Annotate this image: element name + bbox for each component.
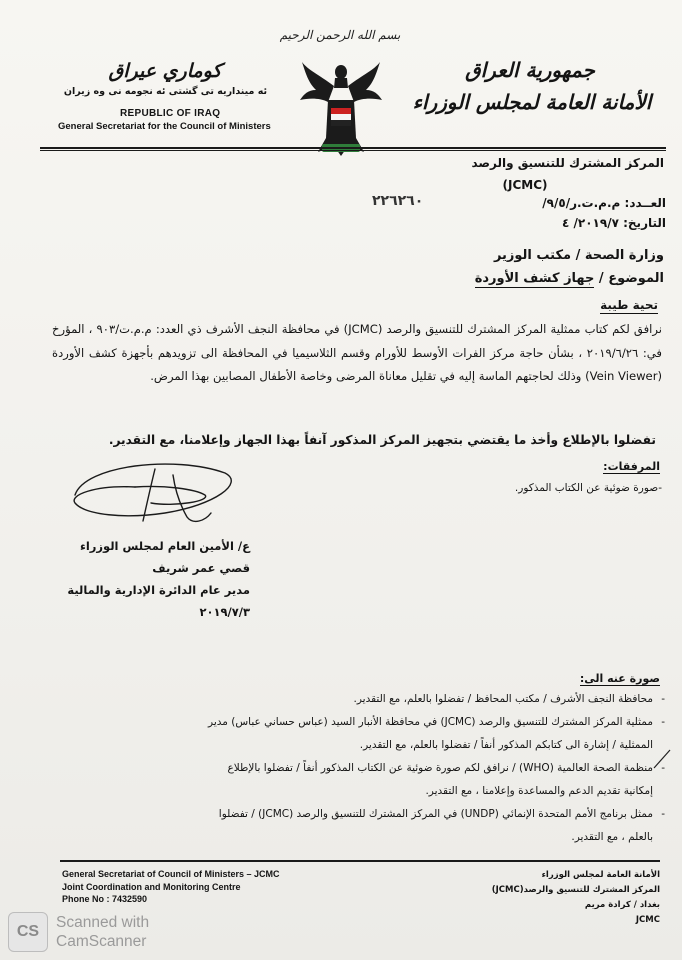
department-name: المركز المشترك للتنسيق والرصد: [471, 156, 664, 170]
handwritten-signature: [55, 455, 245, 535]
department-abbr: (JCMC): [502, 178, 548, 192]
watermark-line-2: CamScanner: [56, 933, 147, 950]
subject-label: الموضوع /: [598, 271, 664, 286]
watermark-line-1: Scanned with: [56, 914, 150, 931]
list-item-continuation: الممثلية / إشارة الى كتابكم المذكور أنفاً / تفضلوا بالعلم، مع التقدير.: [359, 739, 653, 751]
header-left-arabic: كوماري عيراق: [108, 60, 222, 82]
subject-value: جهاز كشف الأوردة: [474, 271, 595, 286]
signatory-block: [60, 535, 250, 623]
footer-en-line-2: Joint Coordination and Monitoring Centre: [62, 881, 241, 892]
header-secretariat-label: General Secretariat for the Council of Ministers: [58, 121, 271, 132]
list-item-continuation: بالعلم ، مع التقدير.: [571, 831, 653, 843]
header-divider-thin: [40, 150, 666, 151]
signatory-position: مدير عام الدائرة الإدارية والمالية: [67, 583, 250, 597]
list-item: - منظمة الصحة العالمية (WHO) / نرافق لكم صورة ضوئية عن الكتاب المذكور أنفاً / تفضلوا بالإطلاع: [45, 757, 665, 780]
list-item: - ممثلية المركز المشترك للتنسيق والرصد (JCMC) في محافظة الأنبار السيد (عباس حساني عباس) مدير: [45, 711, 665, 734]
footer-ar-line-3: بغداد / كرادة مريم: [584, 900, 660, 910]
footer-english: [62, 868, 322, 906]
attachment-item: -صورة ضوئية عن الكتاب المذكور.: [514, 482, 662, 494]
camscanner-logo-icon: CS: [8, 912, 48, 952]
attachment-item-text: صورة ضوئية عن الكتاب المذكور.: [514, 482, 659, 494]
header-right-line-1: جمهورية العراق: [465, 58, 595, 82]
header-right-line-2: الأمانة العامة لمجلس الوزراء: [412, 90, 652, 114]
addressee: وزارة الصحة / مكتب الوزير: [493, 248, 664, 263]
footer-arabic: [420, 868, 660, 928]
footer-divider: [60, 860, 660, 862]
letter-date: [440, 216, 666, 230]
date-value: ٢٠١٩/٧/ ٤: [562, 216, 619, 230]
copies-list: [45, 688, 665, 849]
footer-ar-line-2: المركز المشترك للتنسيق والرصد(JCMC): [491, 885, 660, 895]
copies-title: [560, 672, 660, 685]
header-divider: [40, 147, 666, 149]
reference-value: م.م.ت.ر/٩/٥/: [542, 196, 621, 210]
handwritten-tick-mark: [652, 748, 672, 770]
iraq-eagle-emblem: [298, 60, 384, 160]
letter-body: نرافق لكم كتاب ممثلية المركز المشترك للتنسيق والرصد (JCMC) في محافظة النجف الأشرف ذي العدد: م.م.ت/٩٠٣ ، المؤرخ في: ٢٠١٩/٦/٢٦ ، بشأن حاجة مركز الفرات الأوسط للأورام وقسم الثلاسيميا في المحافظة الى تزويدهم بأجهزة كشف الأوردة (Vein Viewer) وذلك لحاجتهم الماسة إليه في تقليل معاناة المرضى وخاصة الأطفال المصابين بهذا المرض.: [52, 322, 662, 383]
letter-closing: تفضلوا بالإطلاع وأخذ ما يقتضي بتجهيز المركز المذكور آنفاً بهذا الجهاز وإعلامنا، مع التقدير.: [108, 433, 656, 447]
footer-en-line-3: Phone No : 7432590: [62, 894, 148, 904]
copies-title-text: صورة عنه الى:: [579, 672, 660, 685]
header-republic-label: REPUBLIC OF IRAQ: [120, 108, 221, 119]
signatory-title: ع/ الأمين العام لمجلس الوزراء: [79, 539, 250, 553]
footer-ar-line-1: الأمانة العامة لمجلس الوزراء: [541, 870, 660, 880]
attachments-title-text: المرفقات:: [603, 460, 660, 473]
basmala: بسم الله الرحمن الرحيم: [279, 28, 401, 42]
reference-serial: ٢٢٦٢٦٠: [372, 193, 424, 209]
list-item-continuation: إمكانية تقديم الدعم والمساعدة وإعلامنا ، مع التقدير.: [425, 785, 653, 797]
footer-ar-line-4: JCMC: [635, 915, 660, 925]
date-label: التاريخ:: [623, 216, 666, 230]
greeting-text: تحية طيبة: [600, 298, 658, 312]
footer-en-line-1: General Secretariat of Council of Ministers – JCMC: [62, 869, 280, 879]
reference-label: العــدد:: [624, 196, 666, 210]
list-item: - ممثل برنامج الأمم المتحدة الإنمائي (UNDP) في المركز المشترك للتنسيق والرصد (JCMC) / تفضلوا: [45, 803, 665, 826]
list-item: - محافظة النجف الأشرف / مكتب المحافظ / تفضلوا بالعلم، مع التقدير.: [45, 688, 665, 711]
signatory-name: قصي عمر شريف: [152, 561, 250, 575]
camscanner-watermark: [56, 913, 216, 951]
subject-line: [300, 271, 664, 286]
attachments-title: [520, 460, 660, 473]
signatory-date: ٢٠١٩/٧/٣: [199, 605, 250, 619]
greeting: [400, 298, 658, 312]
header-left-kurdish: ئه مينداريه تى گشتى ئه نجومه نى وه زيران: [63, 86, 268, 97]
